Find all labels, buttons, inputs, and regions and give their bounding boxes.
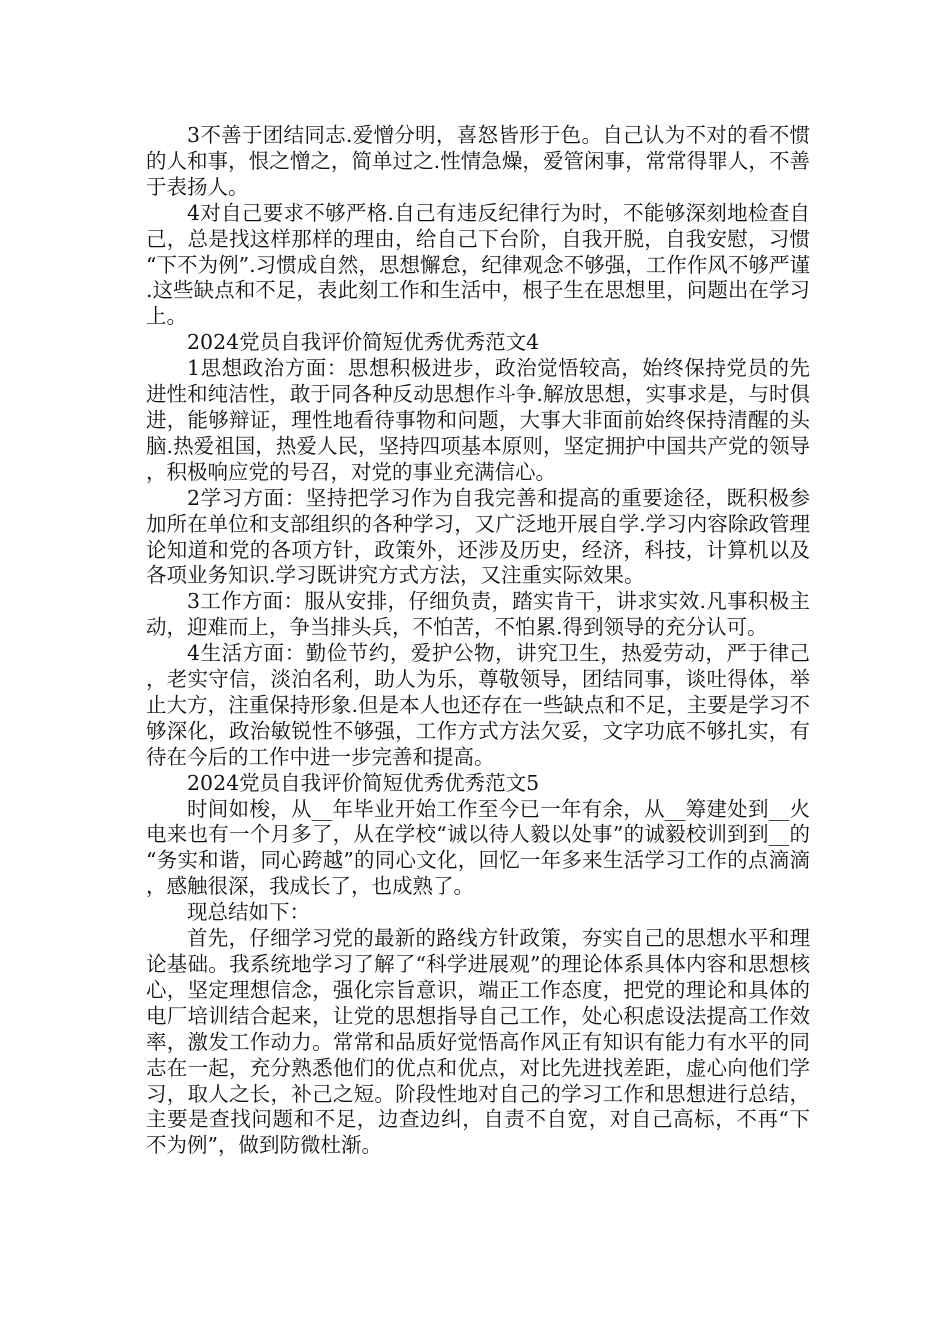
paragraph-life: 4生活方面：勤俭节约，爱护公物，讲究卫生，热爱劳动，严于律己，老实守信，淡泊名利，助人为乐，尊敬领导，团结同事，谈吐得体，举止大方，注重保持形象.但是本人也还存在一些缺点和不足，主要是学习不够深化，政治敏锐性不够强，工作方式方法欠妥，文字功底不够扎实，有待在今后的工作中进一步完善和提高。 xyxy=(146,641,810,769)
document-body xyxy=(146,123,810,1159)
paragraph-study: 2学习方面：坚持把学习作为自我完善和提高的重要途径，既积极参加所在单位和支部组织的各种学习，又广泛地开展自学.学习内容除政管理论知道和党的各项方针，政策外，还涉及历史，经济，科技，计算机以及各项业务知识.学习既讲究方式方法，又注重实际效果。 xyxy=(146,485,810,588)
paragraph-time: 时间如梭，从__年毕业开始工作至今已一年有余，从__筹建处到__火电来也有一个月多了，从在学校“诚以待人毅以处事”的诚毅校训到到__的“务实和谐，同心跨越”的同心文化，回忆一年多来生活学习工作的点滴滴，感触很深，我成长了，也成熟了。 xyxy=(146,796,810,899)
paragraph-1: 3不善于团结同志.爱憎分明，喜怒皆形于色。自己认为不对的看不惯的人和事，恨之憎之，简单过之.性情急燥，爱管闲事，常常得罪人，不善于表扬人。 xyxy=(146,123,810,199)
section-heading-4: 2024党员自我评价简短优秀优秀范文4 xyxy=(187,330,540,355)
paragraph-political: 1思想政治方面：思想积极进步，政治觉悟较高，始终保持党员的先进性和纯洁性，敢于同各种反动思想作斗争.解放思想，实事求是，与时俱进，能够辩证，理性地看待事物和问题，大事大非面前始终保持清醒的头脑.热爱祖国，热爱人民，坚持四项基本原则，坚定拥护中国共产党的领导，积极响应党的号召，对党的事业充满信心。 xyxy=(146,356,810,484)
paragraph-first: 首先，仔细学习党的最新的路线方针政策，夯实自己的思想水平和理论基础。我系统地学习了解了“科学进展观”的理论体系具体内容和思想核心，坚定理想信念，强化宗旨意识，端正工作态度，把党的理论和具体的电厂培训结合起来，让党的思想指导自己工作，处心积虑设法提高工作效率，激发工作动力。常常和品质好觉悟高作风正有知识有能力有水平的同志在一起，充分熟悉他们的优点和优点，对比先进找差距，虚心向他们学习，取人之长，补己之短。阶段性地对自己的学习工作和思想进行总结，主要是查找问题和不足，边查边纠，自责不自宽，对自己高标，不再“下不为例”，做到防微杜渐。 xyxy=(146,926,810,1158)
paragraph-work: 3工作方面：服从安排，仔细负责，踏实肯干，讲求实效.凡事积极主动，迎难而上，争当排头兵，不怕苦，不怕累.得到领导的充分认可。 xyxy=(146,589,810,640)
paragraph-2: 4对自己要求不够严格.自己有违反纪律行为时，不能够深刻地检查自己，总是找这样那样的理由，给自己下台阶，自我开脱，自我安慰，习惯“下不为例”.习惯成自然，思想懈怠，纪律观念不够强，工作作风不够严谨.这些缺点和不足，表此刻工作和生活中，根子生在思想里，问题出在学习上。 xyxy=(146,200,810,329)
paragraph-summary-intro: 现总结如下： xyxy=(187,900,310,925)
section-heading-5: 2024党员自我评价简短优秀优秀范文5 xyxy=(187,770,540,795)
